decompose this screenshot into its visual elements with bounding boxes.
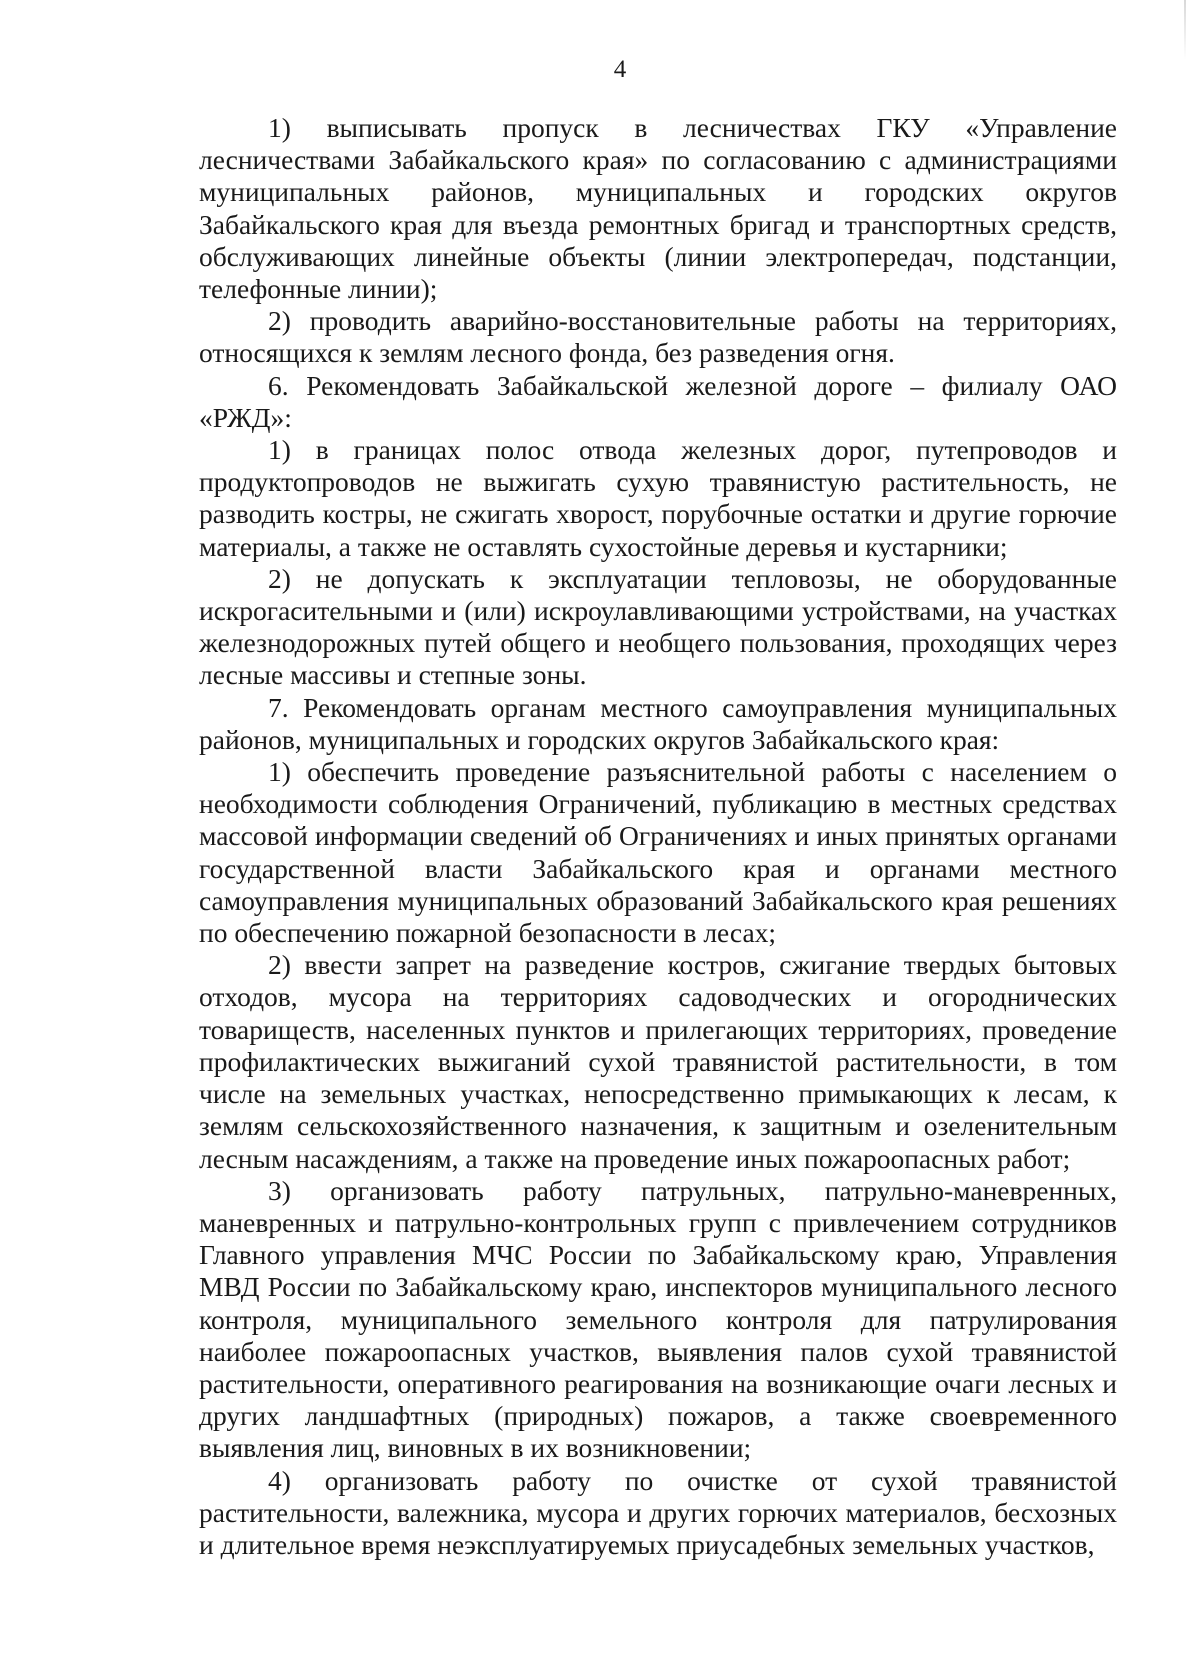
paragraph-item-6-1: 1) в границах полос отвода железных дорог, путепроводов и продуктопроводов не выжигать сухую травянистую растительность, не разводить костры, не сжигать хворост, порубочные остатки и другие горючие материалы, а также не оставлять сухостойные деревья и кустарники; [199,434,1117,562]
paragraph-item-6-2: 2) не допускать к эксплуатации тепловозы, не оборудованные искрогасительными и (или) искроулавливающими устройствами, на участках железнодорожных путей общего и необщего пользования, проходящих через лесные массивы и степные зоны. [199,562,1117,691]
paragraph-item-7-3: 3) организовать работу патрульных, патрульно-маневренных, маневренных и патрульно-контрольных групп с привлечением сотрудников Главного управления МЧС России по Забайкальскому краю, Управления МВД России по Забайкальскому краю, инспекторов муниципального лесного контроля, муниципального земельного контроля для патрулирования наиболее пожароопасных участков, выявления палов сухой травянистой растительности, оперативного реагирования на возникающие очаги лесных и других ландшафтных (природных) пожаров, а также своевременного выявления лиц, виновных в их возникновении; [199,1174,1117,1464]
document-body [199,112,1117,1561]
paragraph-item-5-1: 1) выписывать пропуск в лесничествах ГКУ «Управление лесничествами Забайкальского края» по согласованию с администрациями муниципальных районов, муниципальных и городских округов Забайкальского края для въезда ремонтных бригад и транспортных средств, обслуживающих линейные объекты (линии электропередач, подстанции, телефонные линии); [199,112,1117,305]
paragraph-item-7-1: 1) обеспечить проведение разъяснительной работы с населением о необходимости соблюдения Ограничений, публикацию в местных средствах массовой информации сведений об Ограничениях и иных принятых органами государственной власти Забайкальского края и органами местного самоуправления муниципальных образований Забайкальского края решениях по обеспечению пожарной безопасности в лесах; [199,756,1117,949]
page-number: 4 [613,56,627,83]
paragraph-item-5-2: 2) проводить аварийно-восстановительные работы на территориях, относящихся к землям лесного фонда, без разведения огня. [199,305,1117,369]
paragraph-clause-6: 6. Рекомендовать Забайкальской железной дороге – филиалу ОАО «РЖД»: [199,369,1117,433]
paragraph-clause-7: 7. Рекомендовать органам местного самоуправления муниципальных районов, муниципальных и городских округов Забайкальского края: [199,691,1117,755]
scan-edge-artifact [1184,0,1186,60]
paragraph-item-7-4: 4) организовать работу по очистке от сухой травянистой растительности, валежника, мусора и других горючих материалов, бесхозных и длительное время неэксплуатируемых приусадебных земельных участков, [199,1464,1117,1560]
paragraph-item-7-2: 2) ввести запрет на разведение костров, сжигание твердых бытовых отходов, мусора на территориях садоводческих и огороднических товариществ, населенных пунктов и прилегающих территориях, проведение профилактических выжиганий сухой травянистой растительности, в том числе на земельных участках, непосредственно примыкающих к лесам, к землям сельскохозяйственного назначения, к защитным и озеленительным лесным насаждениям, а также на проведение иных пожароопасных работ; [199,949,1117,1174]
